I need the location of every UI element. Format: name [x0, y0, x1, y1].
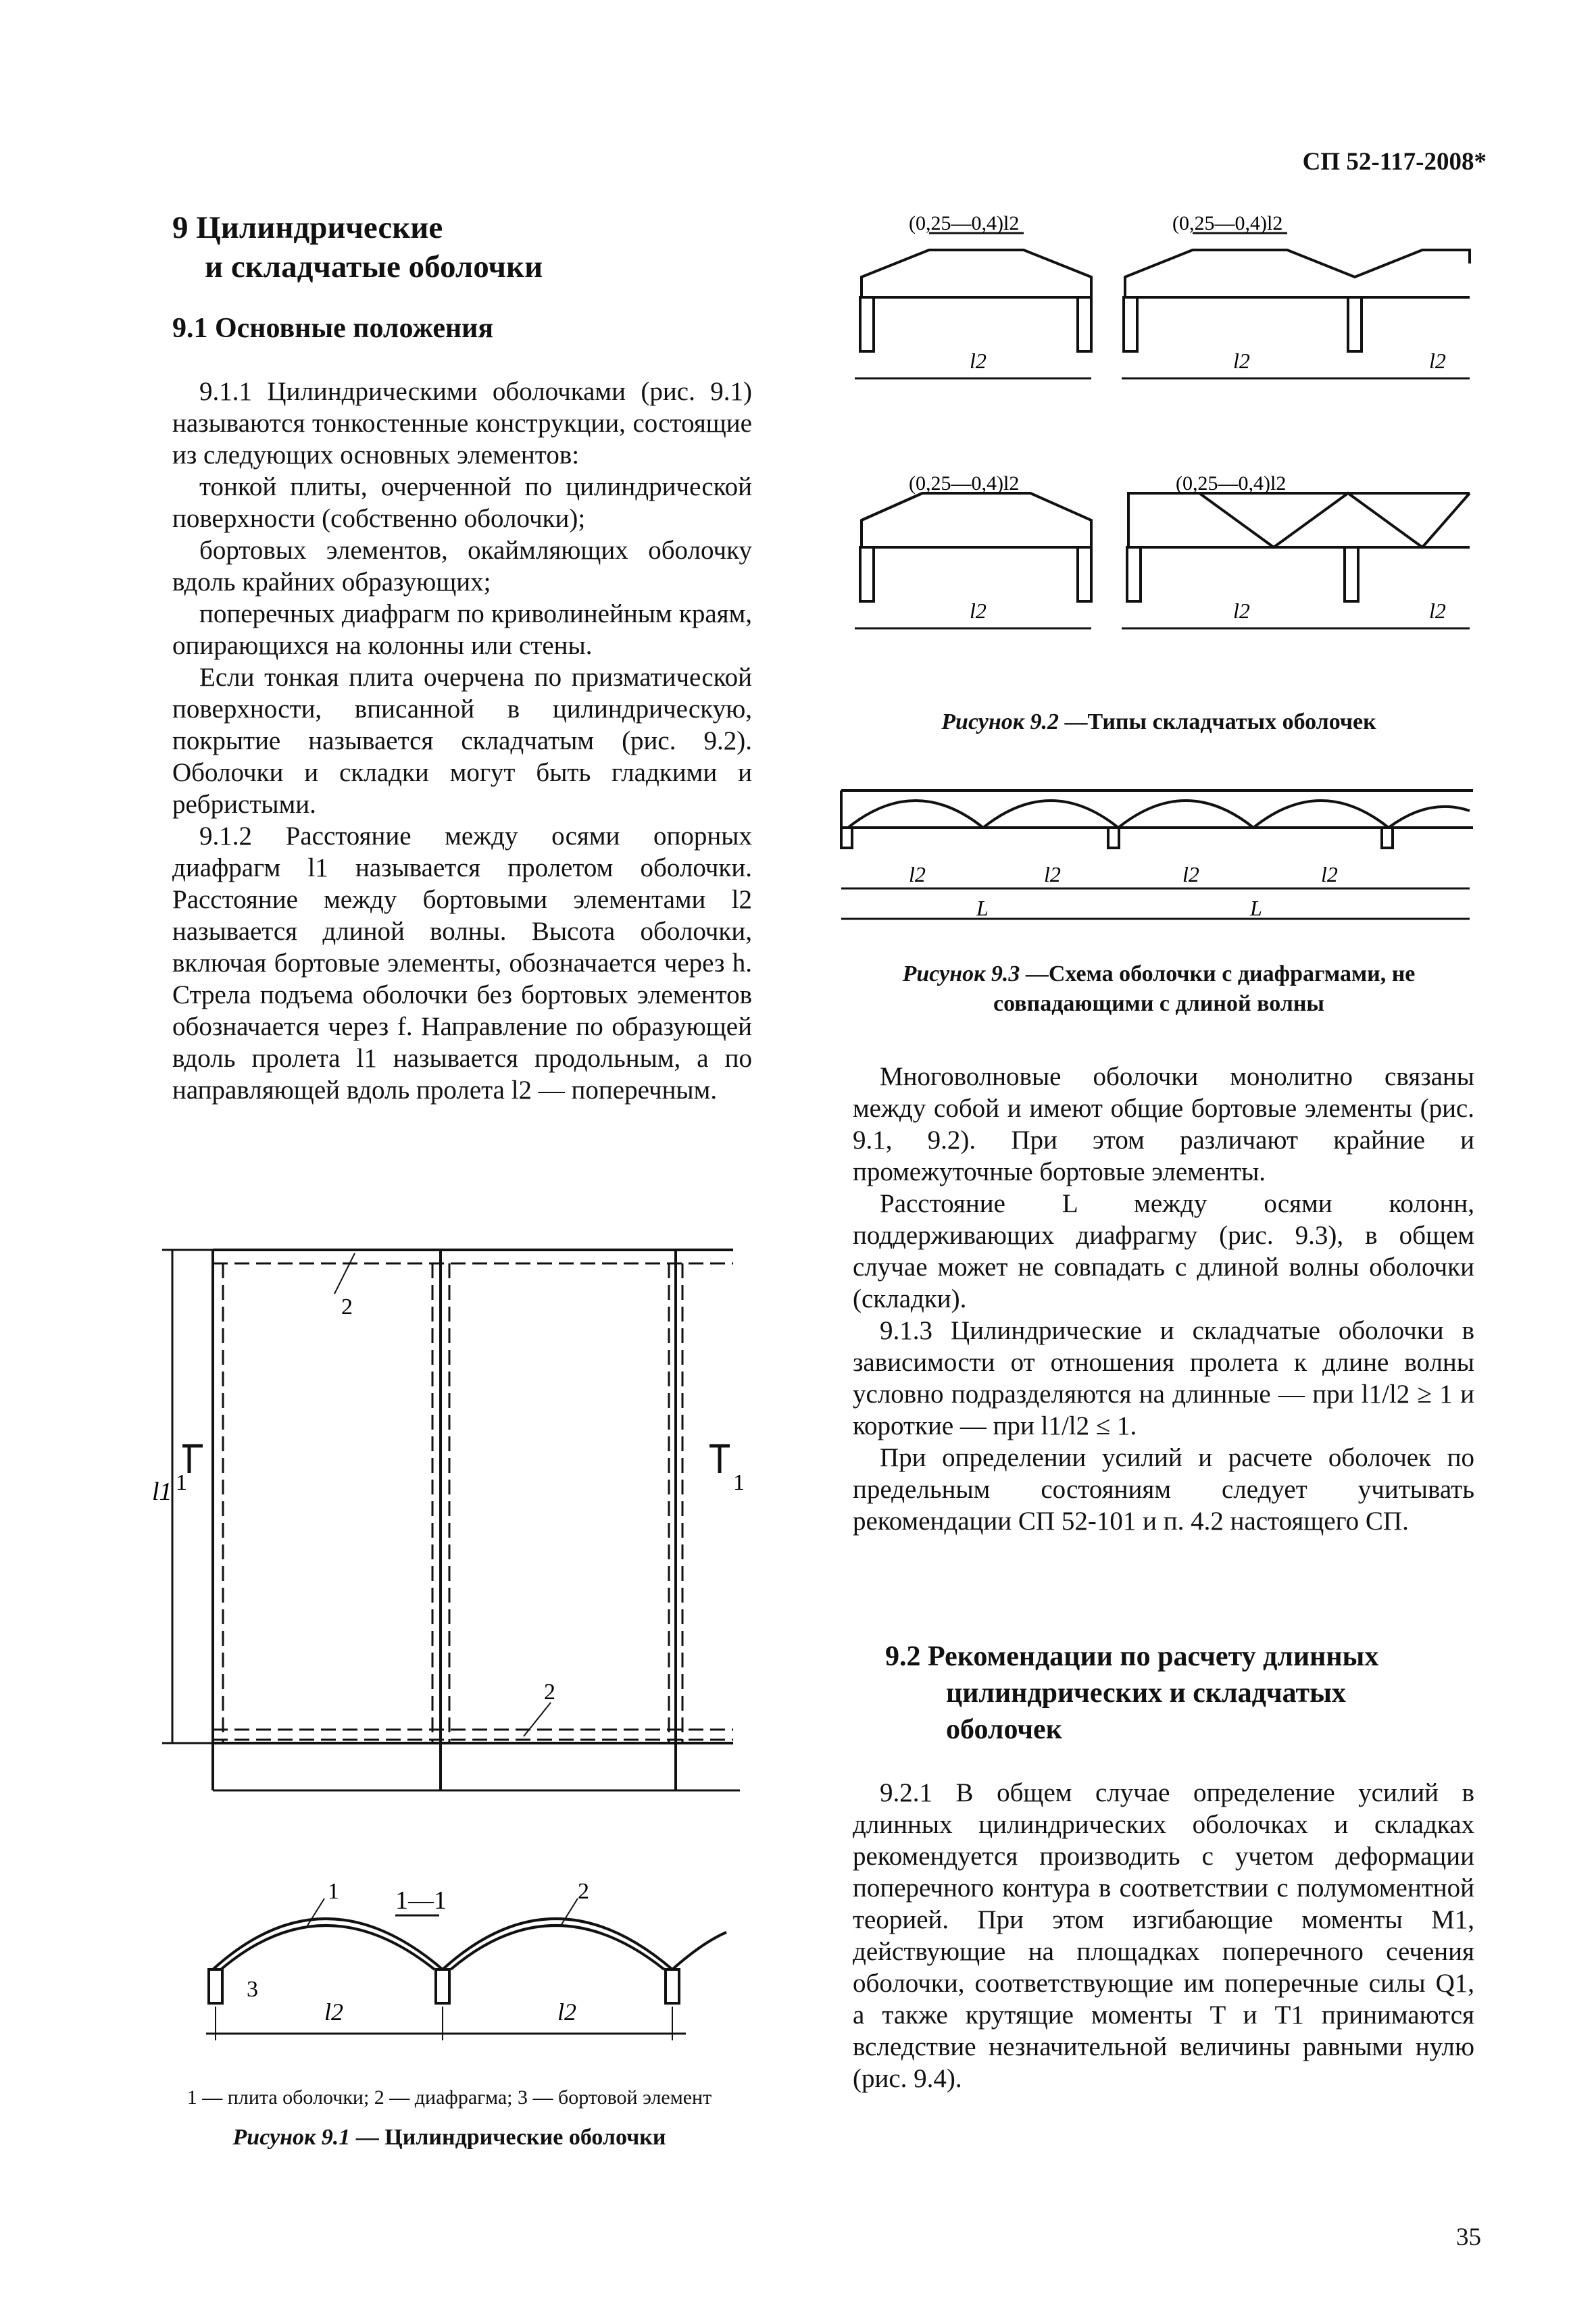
- paragraph-9-1-1: 9.1.1 Цилиндрическими оболочками (рис. 9.1) называются тонкостенные конструкции, состоящие из следующих основных элементов:: [172, 377, 752, 470]
- document-code: СП 52-117-2008*: [1302, 148, 1487, 176]
- fig92-span-3: l2: [1429, 349, 1446, 373]
- span-label-l1: l1: [152, 1478, 172, 1506]
- fig92-dim-label-4: (0,25—0,4)l2: [1176, 472, 1287, 495]
- figure-9-1-legend: 1 — плита оболочки; 2 — диафрагма; 3 — бортовой элемент: [186, 2086, 712, 2109]
- fig93-span-1: l2: [909, 862, 926, 886]
- subsection-9-2-line-2: цилиндрических и складчатых: [946, 1678, 1346, 1709]
- section-label: 1—1: [395, 1886, 447, 1915]
- fig92-dim-label-3: (0,25—0,4)l2: [909, 472, 1020, 495]
- section-title: [172, 208, 543, 286]
- fig92-span-2: l2: [1233, 349, 1250, 373]
- figure-9-2-caption: [834, 709, 1483, 735]
- callout-1-section: 1: [328, 1879, 339, 1904]
- span-label-l2-b: l2: [557, 1998, 577, 2026]
- paragraph-folded: Если тонкая плита очерчена по призматической поверхности, вписанной в цилиндрическую, покрытие называется складчатым (рис. 9.2). Оболочки и складки могут быть гладкими и ребристыми.: [172, 663, 752, 819]
- figure-9-3-title-2: совпадающими с длиной волны: [993, 991, 1324, 1016]
- figure-9-2-title: —Типы складчатых оболочек: [1059, 709, 1376, 734]
- section-9-1-text: [172, 376, 752, 1106]
- fig93-span-4: l2: [1321, 862, 1338, 886]
- figure-9-3: [834, 784, 1483, 932]
- paragraph-distance-l: Расстояние L между осями колонн, поддерживающих диафрагму (рис. 9.3), в общем случае может не совпадать с длиной волны оболочки (складки).: [853, 1189, 1474, 1313]
- figure-9-1-title: — Цилиндрические оболочки: [350, 2125, 666, 2150]
- paragraph-multiwave: Многоволновые оболочки монолитно связаны между собой и имеют общие бортовые элементы (рис. 9.1, 9.2). При этом различают крайние и промежуточные бортовые элементы.: [853, 1062, 1474, 1186]
- fig93-span-2: l2: [1044, 862, 1061, 886]
- fig92-dim-label-2: (0,25—0,4)l2: [1172, 212, 1283, 234]
- list-item-edge-beams: бортовых элементов, окаймляющих оболочку вдоль крайних образующих;: [172, 536, 752, 597]
- subsection-9-2-title: [885, 1638, 1378, 1748]
- subsection-9-2-line-1: 9.2 Рекомендации по расчету длинных: [885, 1641, 1379, 1672]
- fig92-dim-label-1: (0,25—0,4)l2: [909, 212, 1020, 234]
- subsection-9-2-line-3: оболочек: [946, 1714, 1062, 1745]
- callout-2-section: 2: [578, 1879, 589, 1904]
- figure-9-1: [145, 1230, 753, 2088]
- figure-9-1-number: Рисунок 9.1: [232, 2125, 351, 2150]
- callout-3-section: 3: [247, 1977, 258, 2002]
- subsection-9-1-title: 9.1 Основные положения: [172, 313, 494, 344]
- fig92-span-5: l2: [1233, 599, 1250, 623]
- fig92-span-4: l2: [970, 599, 987, 623]
- section-mark-right: 1: [733, 1470, 745, 1495]
- paragraph-9-1-3: 9.1.3 Цилиндрические и складчатые оболочки в зависимости от отношения пролета к длине волны условно подразделяются на длинные — при l1/l2 ≥ 1 и короткие — при l1/l2 ≤ 1.: [853, 1316, 1474, 1440]
- section-mark-left: 1: [176, 1470, 187, 1495]
- figure-9-3-caption: [834, 959, 1483, 1019]
- fig92-span-1: l2: [970, 349, 987, 373]
- section-title-line-1: 9 Цилиндрические: [172, 210, 443, 245]
- fig93-col-1: L: [976, 896, 989, 920]
- paragraph-9-1-2: 9.1.2 Расстояние между осями опорных диафрагм l1 называется пролетом оболочки. Расстояние между бортовыми элементами l2 называется длиной волны. Высота оболочки, включая бортовые элементы, обозначается через h. Стрела подъема оболочки без бортовых элементов обозначается через f. Направление по образующей вдоль пролета l1 называется продольным, а по направляющей вдоль пролета l2 — поперечным.: [172, 822, 752, 1105]
- page-number: 35: [1456, 2223, 1481, 2251]
- section-title-line-2: и складчатые оболочки: [205, 249, 543, 284]
- list-item-diaphragms: поперечных диафрагм по криволинейным краям, опирающихся на колонны или стены.: [172, 599, 752, 660]
- right-column-text: [853, 1061, 1474, 1537]
- fig93-span-3: l2: [1182, 862, 1199, 886]
- figure-9-3-number: Рисунок 9.3: [902, 961, 1020, 986]
- span-label-l2-a: l2: [324, 1998, 344, 2026]
- figure-9-3-title-1: —Схема оболочки с диафрагмами, не: [1020, 961, 1416, 986]
- figure-9-1-caption: [145, 2125, 753, 2150]
- fig92-span-6: l2: [1429, 599, 1446, 623]
- list-item-plate: тонкой плиты, очерченной по цилиндрической поверхности (собственно оболочки);: [172, 472, 752, 533]
- paragraph-9-2-1: 9.2.1 В общем случае определение усилий в длинных цилиндрических оболочках и складках рекомендуется производить с учетом деформации поперечного контура в соответствии с полумоментной теорией. При этом изгибающие моменты M1, действующие на площадках поперечного сечения оболочки, соответствующие им поперечные силы Q1, а также крутящие моменты T и T1 принимаются вследствие незначительной величины равными нулю (рис. 9.4).: [853, 1778, 1474, 2093]
- fig93-col-2: L: [1250, 896, 1262, 920]
- figure-9-2: [834, 203, 1483, 689]
- paragraph-limit-states: При определении усилий и расчете оболочек по предельным состояниям следует учитывать рекомендации СП 52-101 и п. 4.2 настоящего СП.: [853, 1443, 1474, 1536]
- callout-2-top: 2: [341, 1294, 353, 1319]
- figure-9-2-number: Рисунок 9.2: [941, 709, 1059, 734]
- callout-2-bottom: 2: [544, 1680, 555, 1705]
